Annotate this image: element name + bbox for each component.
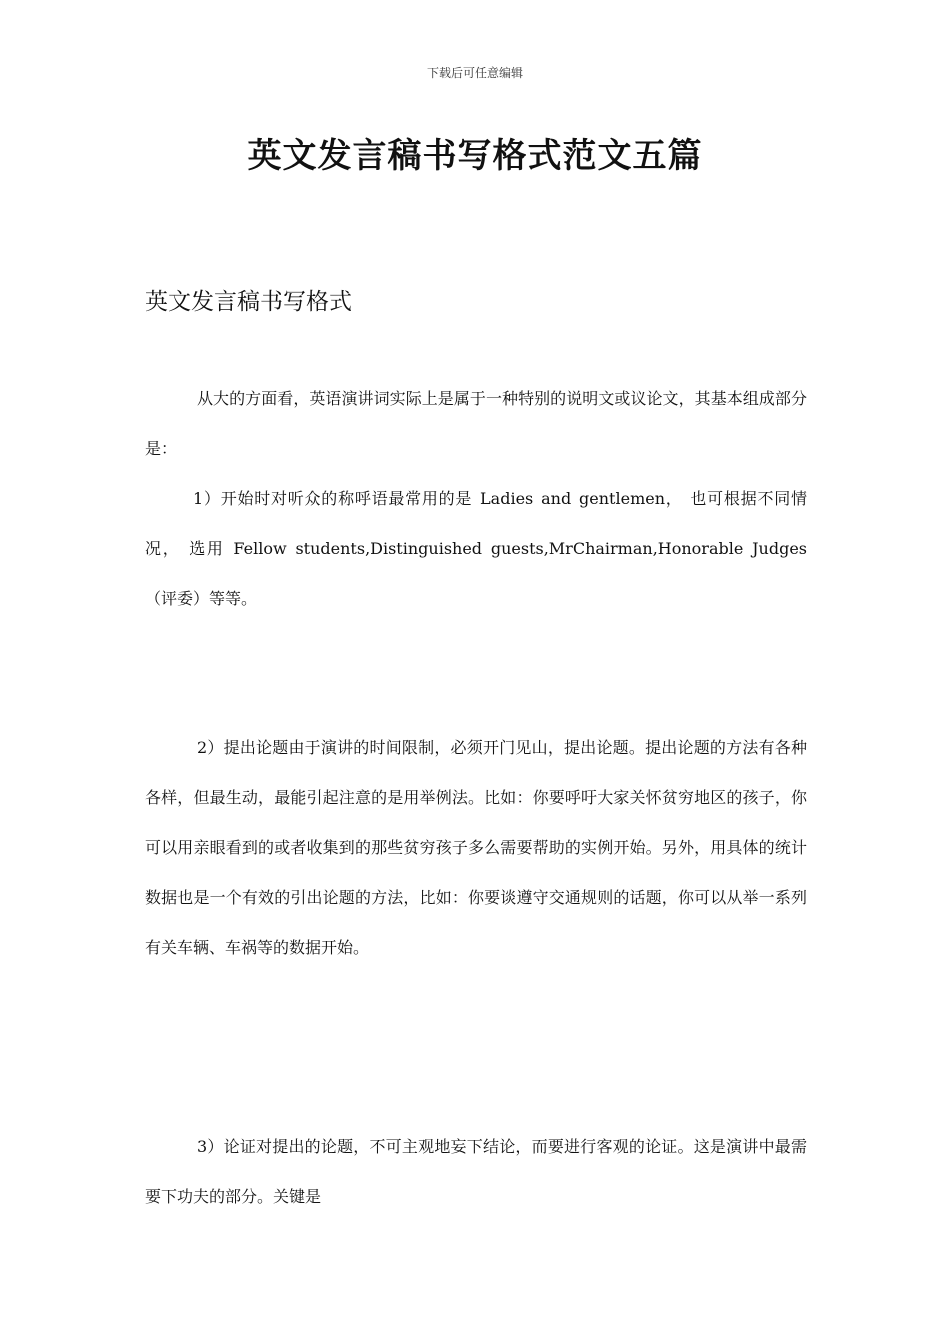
paragraph-text: 1）开始时对听众的称呼语最常用的是 Ladies and gentlemen， 也可根据不同情况， 选用 Fellow students,Distinguished guests,MrChairman,Honorable Judges（评委）等等。 [145, 489, 807, 608]
paragraph-intro [145, 374, 807, 474]
section-heading: 英文发言稿书写格式 [145, 289, 352, 315]
header-note: 下载后可任意编辑 [426, 66, 523, 80]
paragraph-point-2 [145, 723, 807, 973]
paragraph-text: 从大的方面看，英语演讲词实际上是属于一种特别的说明文或议论文，其基本组成部分是： [145, 389, 807, 458]
paragraph-point-3 [145, 1122, 807, 1222]
paragraph-text: 3）论证对提出的论题，不可主观地妄下结论，而要进行客观的论证。这是演讲中最需要下功夫的部分。关键是 [145, 1137, 807, 1206]
document-title: 英文发言稿书写格式范文五篇 [247, 136, 703, 176]
paragraph-text: 2）提出论题由于演讲的时间限制，必须开门见山，提出论题。提出论题的方法有各种各样，但最生动，最能引起注意的是用举例法。比如：你要呼吁大家关怀贫穷地区的孩子，你可以用亲眼看到的或者收集到的那些贫穷孩子多么需要帮助的实例开始。另外，用具体的统计数据也是一个有效的引出论题的方法，比如：你要谈遵守交通规则的话题，你可以从举一系列有关车辆、车祸等的数据开始。 [145, 738, 807, 957]
paragraph-point-1 [145, 474, 807, 624]
